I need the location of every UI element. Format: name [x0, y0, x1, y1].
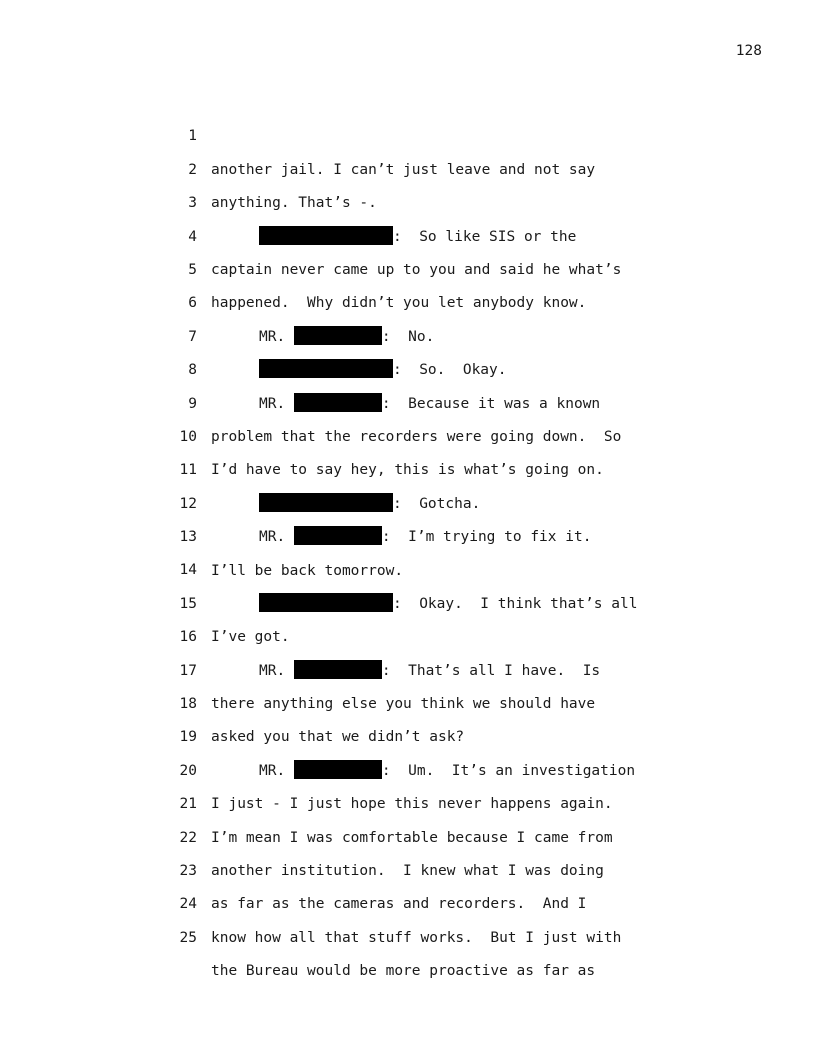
line-text: I’ve got. — [211, 629, 290, 646]
line-number: 24 — [179, 896, 197, 913]
line-text: problem that the recorders were going down. So — [211, 428, 622, 445]
line-number: 18 — [179, 696, 197, 713]
line-text: asked you that we didn’t ask? — [211, 729, 465, 746]
line-text: another jail. I can’t just leave and not say — [211, 161, 596, 178]
line-number: 7 — [188, 328, 197, 345]
line-text: captain never came up to you and said he what’s — [211, 261, 622, 278]
line-number: 14 — [179, 562, 197, 579]
line-number: 22 — [179, 829, 197, 846]
line-number: 19 — [179, 729, 197, 746]
line-text: I’d have to say hey, this is what’s going on. — [211, 462, 604, 479]
line-text: I just - I just hope this never happens again. — [211, 796, 613, 813]
line-number: 2 — [188, 161, 197, 178]
line-text: know how all that stuff works. But I just with — [211, 929, 622, 946]
line-text: happened. Why didn’t you let anybody know. — [211, 295, 587, 312]
speaker-prefix: MR. — [259, 395, 294, 412]
line-number: 8 — [188, 362, 197, 379]
line-text: the Bureau would be more proactive as far as — [211, 963, 596, 980]
line-text: : I’m trying to fix it. — [381, 529, 592, 546]
line-number: 21 — [179, 796, 197, 813]
line-number: 11 — [179, 462, 197, 479]
line-number: 20 — [179, 762, 197, 779]
line-text: : Um. It’s an investigation — [381, 762, 636, 779]
line-number: 23 — [179, 863, 197, 879]
line-number: 25 — [179, 929, 197, 946]
line-number: 5 — [188, 261, 197, 278]
line-number: 12 — [179, 495, 197, 512]
line-text: : So like SIS or the — [393, 228, 577, 245]
line-text: there anything else you think we should have — [211, 696, 596, 713]
line-text: anything. That’s -. — [211, 195, 377, 212]
speaker-prefix: MR. — [259, 529, 294, 546]
line-number: 1 — [188, 128, 197, 145]
line-text: another institution. I knew what I was doing — [211, 863, 604, 880]
line-number: 4 — [188, 228, 197, 245]
line-number: 9 — [188, 395, 197, 412]
transcript-body — [170, 87, 730, 980]
line-number: 6 — [188, 295, 197, 312]
line-number: 17 — [179, 662, 197, 679]
line-text: I’ll be back tomorrow. — [211, 562, 404, 579]
line-text: : No. — [381, 328, 435, 345]
speaker-prefix: MR. — [259, 328, 294, 345]
line-number: 15 — [179, 595, 197, 612]
speaker-prefix: MR. — [259, 762, 294, 779]
line-number: 10 — [179, 428, 197, 445]
transcript-line — [170, 87, 730, 178]
line-text: : So. Okay. — [393, 362, 507, 379]
line-text: I’m mean I was comfortable because I came from — [211, 829, 613, 846]
line-text: : Because it was a known — [381, 395, 601, 412]
line-text: : Okay. I think that’s all — [393, 595, 638, 612]
speaker-prefix: MR. — [259, 662, 294, 679]
line-text: : Gotcha. — [393, 495, 481, 512]
line-number: 3 — [188, 195, 197, 212]
line-text: : That’s all I have. Is — [381, 662, 601, 679]
line-text: as far as the cameras and recorders. And I — [211, 896, 587, 913]
page-number: 128 — [735, 43, 762, 59]
line-number: 13 — [179, 529, 197, 546]
line-number: 16 — [179, 629, 197, 646]
